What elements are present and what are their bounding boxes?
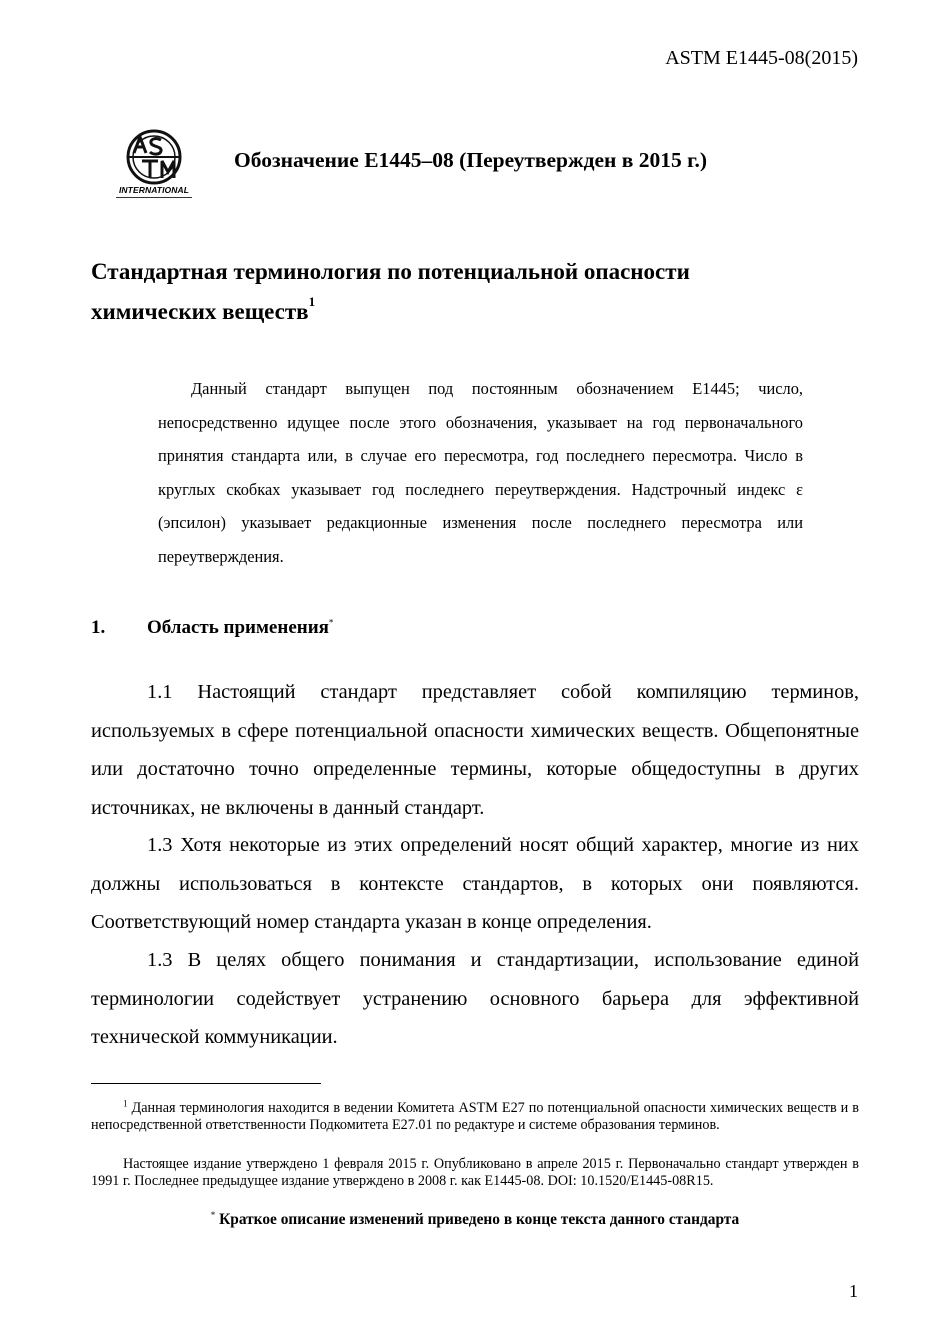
page-number: 1	[849, 1281, 858, 1301]
section-heading	[91, 617, 333, 639]
title-line-2	[91, 292, 811, 332]
standard-designation: Обозначение E1445–08 (Переутвержден в 2015 г.)	[234, 148, 707, 172]
astm-logo	[112, 128, 196, 200]
footnote-approval	[91, 1156, 859, 1190]
footnote-summary-mark: *	[210, 1209, 216, 1220]
footnote-approval-text: Настоящее издание утверждено 1 февраля 2015 г. Опубликовано в апреле 2015 г. Первоначально стандарт утвержден в 1991 г. Последнее предыдущее издание утверждено в 2008 г. как E1445-08. DOI: 10.1520/E1445-08R15.	[91, 1156, 859, 1189]
footnote-1-text: Данная терминология находится в ведении Комитета ASTM E27 по потенциальной опасности химических веществ и в непосредственной ответственности Подкомитета E27.01 по редактуре и системе образования терминов.	[91, 1100, 860, 1133]
paragraph-text: 1.1 Настоящий стандарт представляет собой компиляцию терминов, используемых в сфере потенциальной опасности химических веществ. Общепонятные или достаточно точно определенные термины, которые общедоступны в других источниках, не включены в данный стандарт.	[91, 681, 859, 819]
paragraph-1-3b	[91, 941, 859, 1057]
footnote-summary-text: Краткое описание изменений приведено в конце текста данного стандарта	[219, 1211, 740, 1228]
title-line-2-text: химических веществ	[91, 299, 309, 324]
section-title: Область применения	[147, 617, 329, 638]
paragraph-text: 1.3 В целях общего понимания и стандартизации, использование единой терминологии содействует устранению основного барьера для эффективной технической коммуникации.	[91, 949, 859, 1048]
section-mark: *	[328, 617, 334, 628]
logo-underline	[116, 197, 192, 198]
footnote-summary	[91, 1211, 859, 1229]
title-footnote-ref: 1	[308, 294, 316, 310]
document-code: ASTM E1445-08(2015)	[665, 47, 858, 69]
logo-wordmark: INTERNATIONAL	[118, 185, 190, 195]
paragraph-1-3a	[91, 826, 859, 942]
title-line-1: Стандартная терминология по потенциальной опасности	[91, 259, 690, 284]
paragraph-text: 1.3 Хотя некоторые из этих определений носят общий характер, многие из них должны использоваться в контексте стандартов, в которых они появляются. Соответствующий номер стандарта указан в конце определения.	[91, 834, 859, 933]
intro-text: Данный стандарт выпущен под постоянным обозначением E1445; число, непосредственно идущее после этого обозначения, указывает на год первоначального принятия стандарта или, в случае его пересмотра, год последнего пересмотра. Число в круглых скобках указывает год последнего переутверждения. Надстрочный индекс ε (эпсилон) указывает редакционные изменения после последнего пересмотра или переутверждения.	[158, 379, 803, 566]
intro-paragraph	[158, 372, 803, 573]
section-number: 1.	[91, 617, 106, 638]
footnote-separator	[91, 1083, 321, 1084]
document-title	[91, 252, 811, 332]
paragraph-1-1	[91, 673, 859, 827]
footnote-1	[91, 1100, 859, 1134]
footnote-1-mark: 1	[123, 1098, 128, 1109]
astm-emblem-icon	[112, 128, 196, 186]
